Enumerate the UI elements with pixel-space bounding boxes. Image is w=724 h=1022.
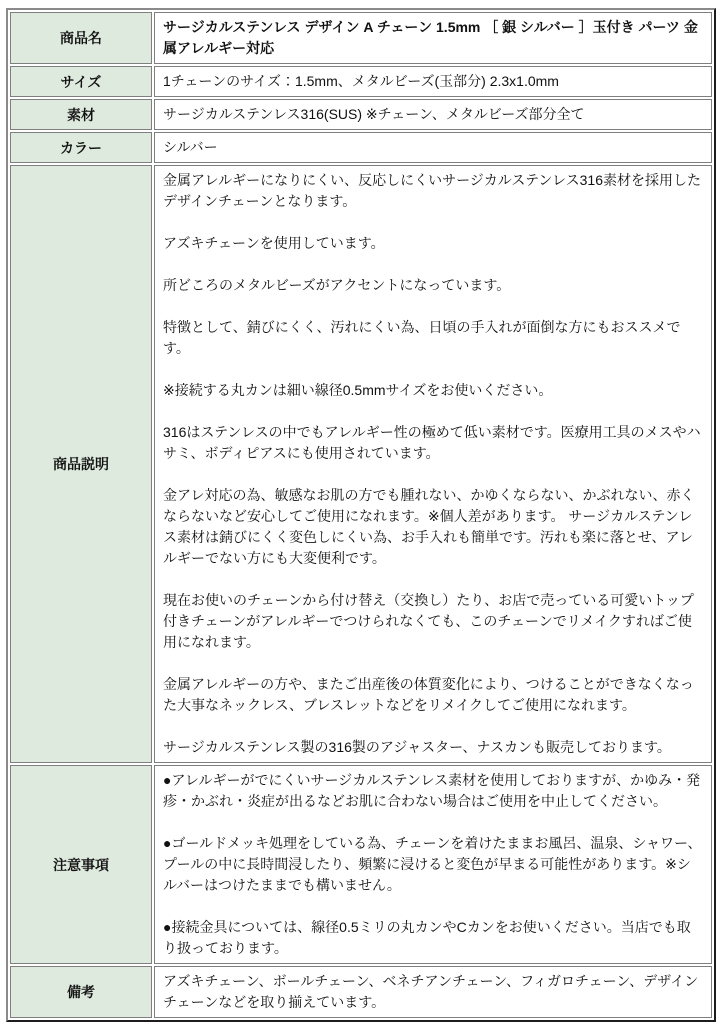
- description-paragraph: 所どころのメタルビーズがアクセントになっています。: [163, 277, 511, 293]
- table-row-notes: [10, 966, 712, 1018]
- description-paragraph: アズキチェーンを使用しています。: [163, 235, 385, 251]
- product-spec-table: [6, 8, 716, 1022]
- precaution-item: ●アレルギーがでにくいサージカルステンレス素材を使用しておりますが、かゆみ・発疹・かぶれ・炎症が出るなどお肌に合わない場合はご使用を中止してください。: [163, 772, 701, 809]
- row-label-color: カラー: [10, 132, 152, 163]
- row-value-notes: アズキチェーン、ボールチェーン、ベネチアンチェーン、フィガロチェーン、デザインチェーンなどを取り揃えています。: [154, 966, 712, 1018]
- table-row-size: [10, 66, 712, 97]
- row-value-size: 1チェーンのサイズ：1.5mm、メタルビーズ(玉部分) 2.3x1.0mm: [154, 66, 712, 97]
- row-label-material: 素材: [10, 99, 152, 130]
- description-paragraph: 金アレ対応の為、敏感なお肌の方でも腫れない、かゆくならない、かぶれない、赤くならないなど安心してご使用になれます。※個人差があります。 サージカルステンレス素材は錆びにくく変色しにくい為、お手入れも簡単です。汚れも楽に落とせ、アレルギーでない方にも大変便利です。: [163, 487, 695, 566]
- description-paragraph: 現在お使いのチェーンから付け替え（交換し）たり、お店で売っている可愛いトップ付きチェーンがアレルギーでつけられなくても、このチェーンでリメイクすればご使用になれます。: [163, 592, 694, 650]
- description-paragraph: サージカルステンレス製の316製のアジャスター、ナスカンも販売しております。: [163, 739, 671, 755]
- row-value-product-name: サージカルステンレス デザイン A チェーン 1.5mm ［ 銀 シルバー ］玉付き パーツ 金属アレルギー対応: [154, 12, 712, 64]
- description-paragraph: 316はステンレスの中でもアレルギー性の極めて低い素材です。医療用工具のメスやハサミ、ボディピアスにも使用されています。: [163, 424, 701, 461]
- row-value-description: [154, 165, 712, 763]
- table-row-description: [10, 165, 712, 763]
- table-row-color: [10, 132, 712, 163]
- description-paragraph: 金属アレルギーになりにくい、反応しにくいサージカルステンレス316素材を採用したデザインチェーンとなります。: [163, 172, 701, 209]
- table-row-material: [10, 99, 712, 130]
- row-label-description: 商品説明: [10, 165, 152, 763]
- precaution-item: ●ゴールドメッキ処理をしている為、チェーンを着けたままお風呂、温泉、シャワー、プールの中に長時間浸したり、頻繁に浸けると変色が早まる可能性があります。※シルバーはつけたままでも構いません。: [163, 835, 702, 893]
- row-label-notes: 備考: [10, 966, 152, 1018]
- precaution-item: ●接続金具については、線径0.5ミリの丸カンやCカンをお使いください。当店でも取り扱っております。: [163, 919, 691, 956]
- description-paragraph: 特徴として、錆びにくく、汚れにくい為、日頃の手入れが面倒な方にもおススメです。: [163, 319, 681, 356]
- row-value-material: サージカルステンレス316(SUS) ※チェーン、メタルビーズ部分全て: [154, 99, 712, 130]
- row-label-product-name: 商品名: [10, 12, 152, 64]
- row-label-precautions: 注意事項: [10, 765, 152, 964]
- description-paragraph: ※接続する丸カンは細い線径0.5mmサイズをお使いください。: [163, 382, 553, 398]
- table-row-product-name: [10, 12, 712, 64]
- description-paragraph: 金属アレルギーの方や、またご出産後の体質変化により、つけることができなくなった大事なネックレス、ブレスレットなどをリメイクしてご使用になれます。: [163, 676, 694, 713]
- row-value-precautions: [154, 765, 712, 964]
- row-label-size: サイズ: [10, 66, 152, 97]
- row-value-color: シルバー: [154, 132, 712, 163]
- table-row-precautions: [10, 765, 712, 964]
